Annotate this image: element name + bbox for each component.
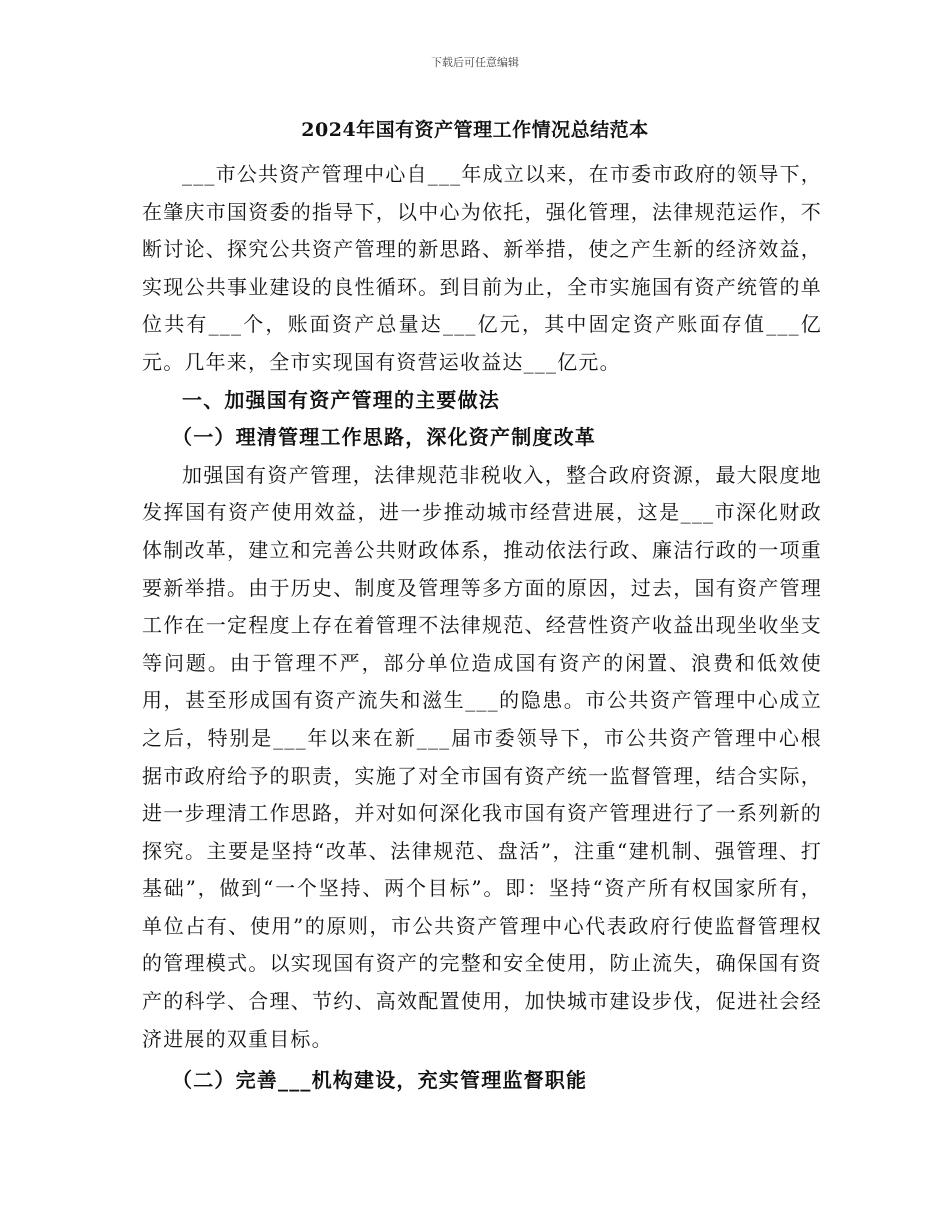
section-heading-1: 一、加强国有资产管理的主要做法 <box>182 387 500 412</box>
subsection-heading-2: （二）完善___机构建设，充实管理监督职能 <box>172 1068 588 1093</box>
paragraph-body-1: 加强国有资产管理，法律规范非税收入，整合政府资源，最大限度地发挥国有资产使用效益，进一步推动城市经营进展，这是___市深化财政体制改革，建立和完善公共财政体系，推动依法行政、廉洁行政的一项重要新举措。由于历史、制度及管理等多方面的原因，过去，国有资产管理工作在一定程度上存在着管理不法律规范、经营性资产收益出现坐收坐支等问题。由于管理不严，部分单位造成国有资产的闲置、浪费和低效使用，甚至形成国有资产流失和滋生___的隐患。市公共资产管理中心成立之后，特别是___年以来在新___届市委领导下，市公共资产管理中心根据市政府给予的职责，实施了对全市国有资产统一监督管理，结合实际，进一步理清工作思路，并对如何深化我市国有资产管理进行了一系列新的探究。主要是坚持“改革、法律规范、盘活”，注重“建机制、强管理、打基础”，做到“一个坚持、两个目标”。即：坚持“资产所有权国家所有，单位占有、使用”的原则，市公共资产管理中心代表政府行使监督管理权的管理模式。以实现国有资产的完整和安全使用，防止流失，确保国有资产的科学、合理、节约、高效配置使用，加快城市建设步伐，促进社会经济进展的双重目标。 <box>142 462 822 1051</box>
document-body <box>142 156 822 1100</box>
subsection-heading-1: （一）理清管理工作思路，深化资产制度改革 <box>172 425 596 450</box>
document-title: 2024年国有资产管理工作情况总结范本 <box>301 119 649 141</box>
paragraph-intro: ___市公共资产管理中心自___年成立以来，在市委市政府的领导下，在肇庆市国资委的指导下，以中心为依托，强化管理，法律规范运作，不断讨论、探究公共资产管理的新思路、新举措，使之产生新的经济效益，实现公共事业建设的良性循环。到目前为止，全市实施国有资产统管的单位共有___个，账面资产总量达___亿元，其中固定资产账面存值___亿元。几年来，全市实现国有资营运收益达___亿元。 <box>142 162 822 374</box>
header-note: 下载后可任意编辑 <box>431 56 519 69</box>
